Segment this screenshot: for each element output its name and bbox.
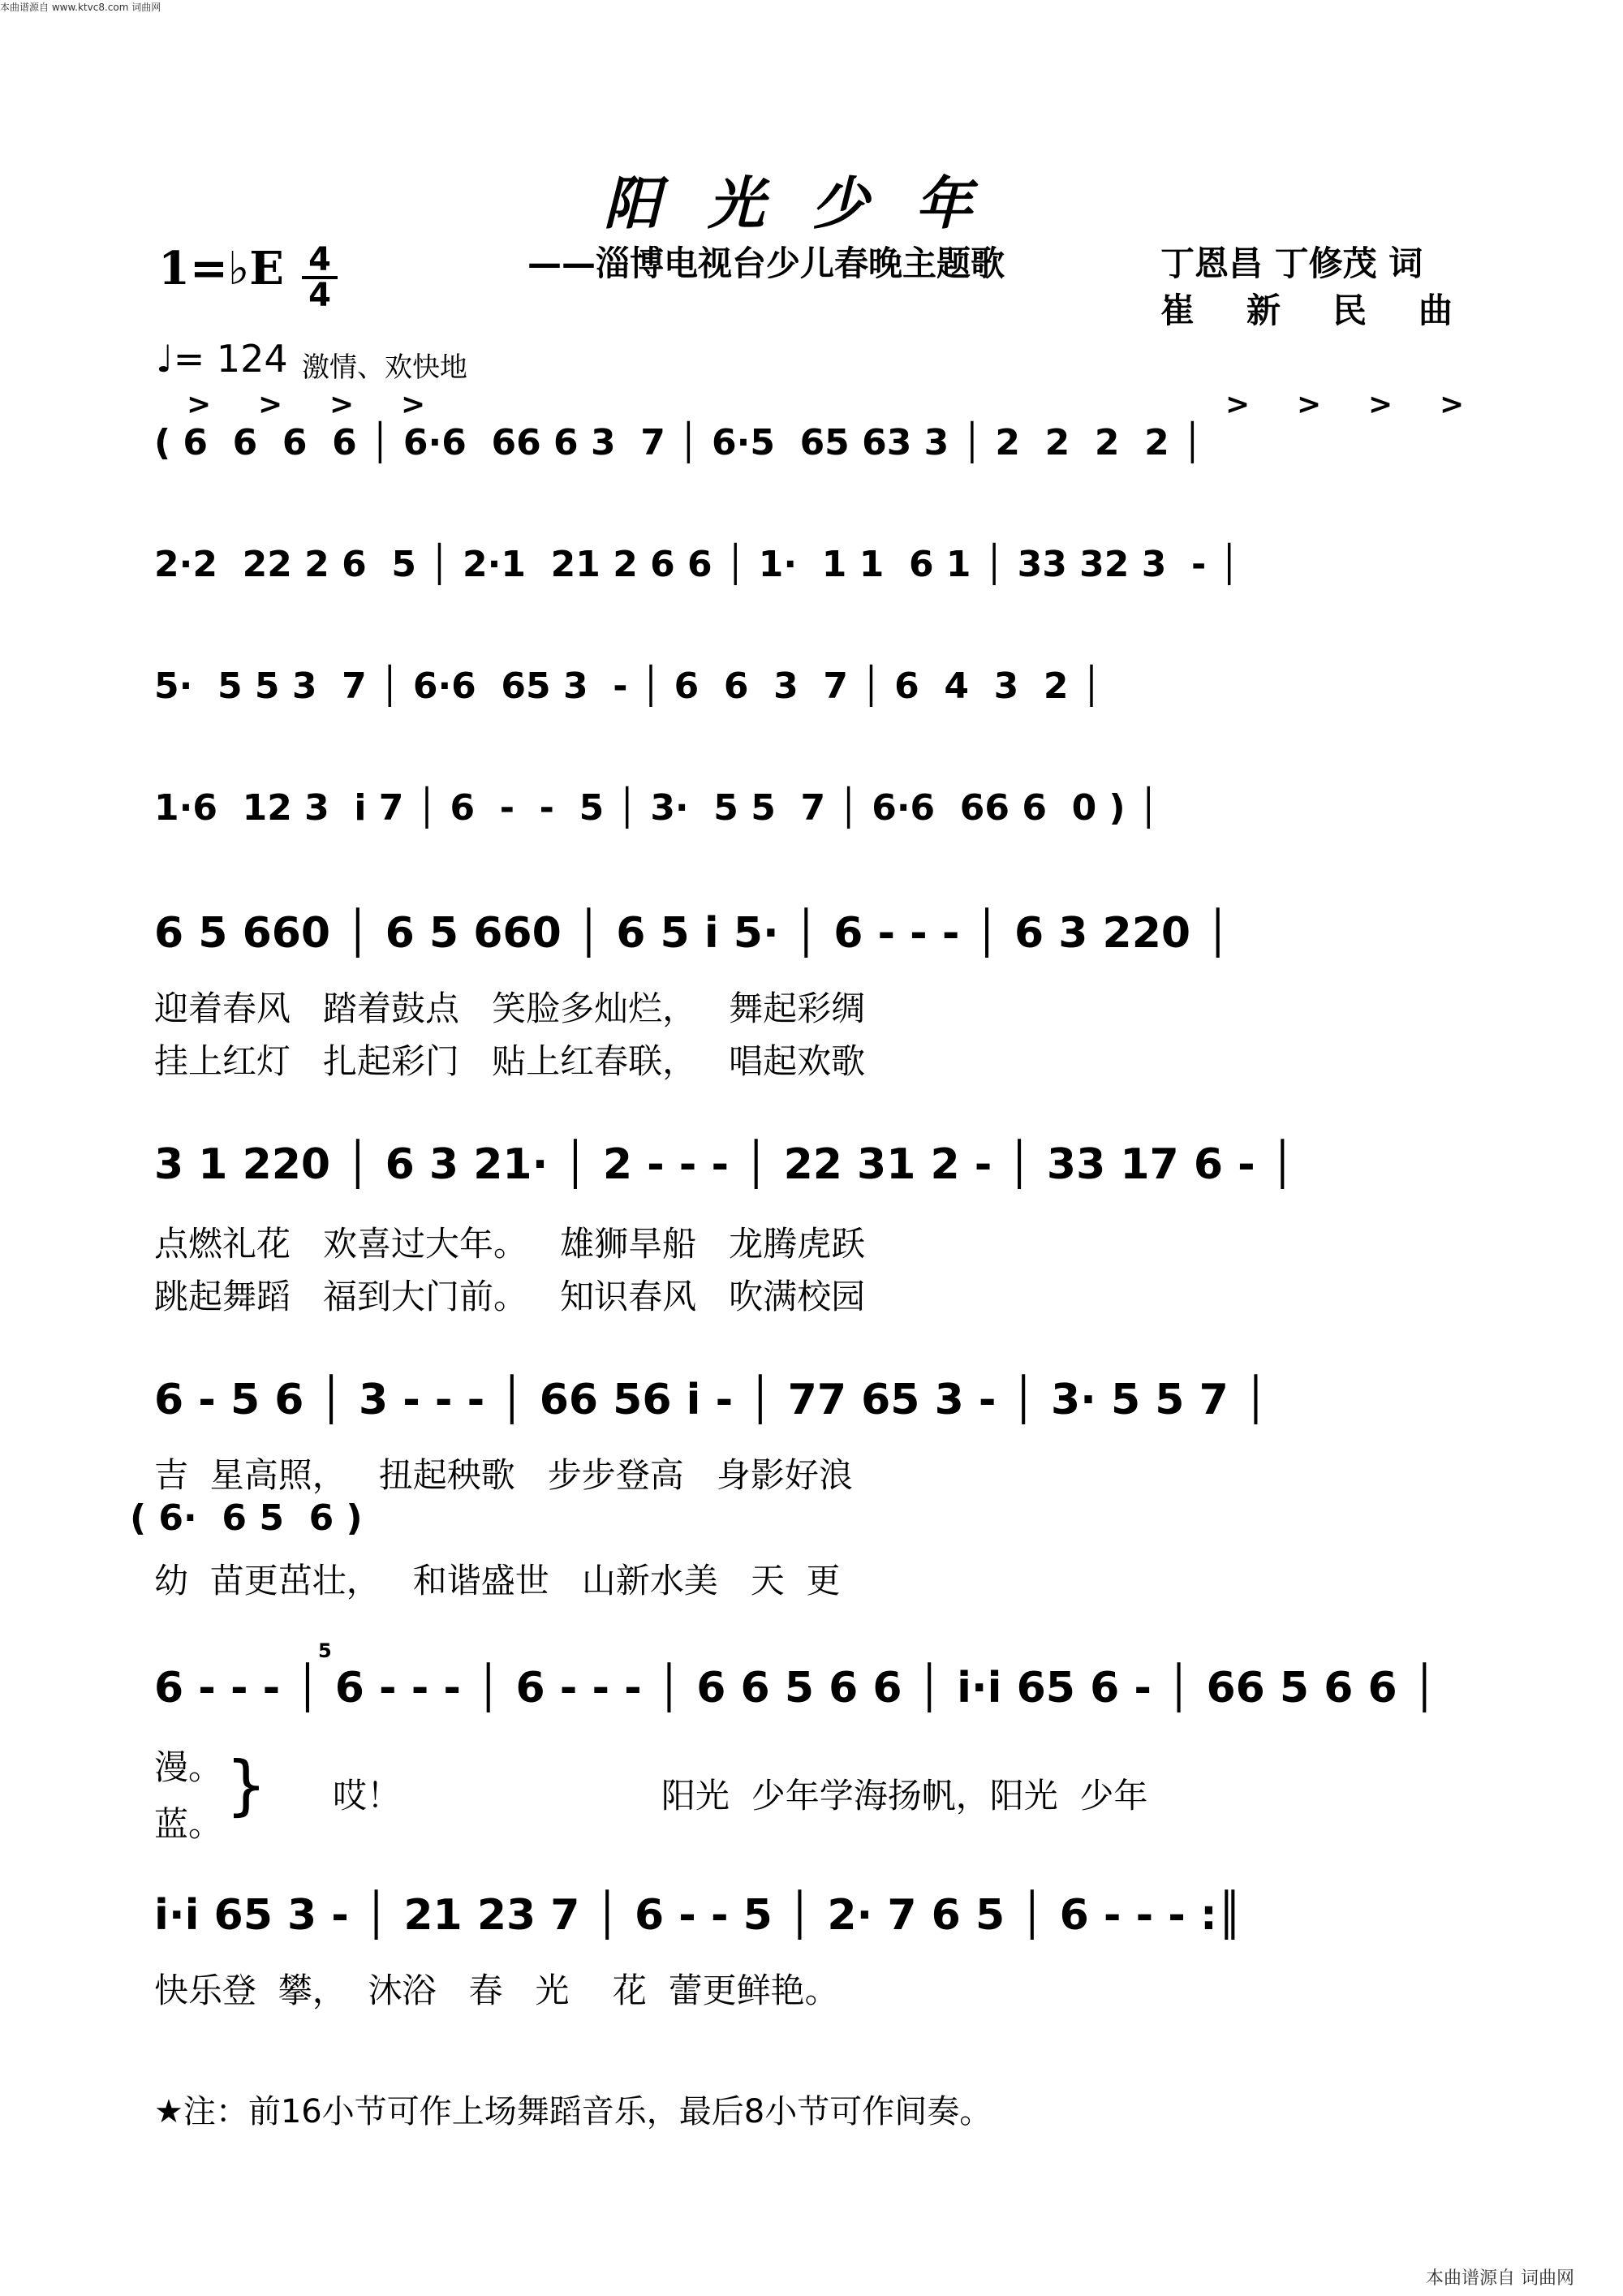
quarter-note-icon: ♩: [156, 337, 174, 381]
score-row-9: i·i 65 3 - │ 21 23 7 │ 6 - - 5 │ 2· 7 6 5 │ 6 - - - :║: [154, 1891, 1243, 1940]
lyric-row-8-line-1: 漫。: [154, 1747, 223, 1787]
score-row-7: 6 - 5 6 │ 3 - - - │ 66 56 i - │ 77 65 3 - │ 3· 5 5 7 │: [154, 1376, 1269, 1424]
time-signature-top: 4: [308, 241, 331, 278]
lyric-row-8-mid: 哎！: [333, 1776, 402, 1816]
lyric-row-6-line-1: 点燃礼花 欢喜过大年。 雄狮旱船 龙腾虎跃: [154, 1224, 866, 1264]
inner-phrase: ( 6· 6 5 6 ): [130, 1497, 363, 1539]
time-signature-bottom: 4: [308, 277, 331, 314]
accent-mark: >: [1368, 388, 1393, 421]
score-row-8: 6 - - - │ 6 - - - │ 6 - - - │ 6 6 5 6 6 │ i·i 65 6 - │ 66 5 6 6 │: [154, 1664, 1438, 1712]
score-row-3: 5· 5 5 3 7 │ 6·6 65 3 - │ 6 6 3 7 │ 6 4 3 2 │: [154, 666, 1103, 707]
footer-source: 本曲谱源自 词曲网: [1426, 2268, 1574, 2289]
tempo-expression: 激情、欢快地: [302, 351, 467, 384]
brace-icon: }: [226, 1747, 267, 1823]
footnote: ★注：前16小节可作上场舞蹈音乐，最后8小节可作间奏。: [154, 2093, 992, 2130]
time-signature: [302, 243, 338, 312]
lyric-row-7-line-1: 吉 星高照， 扭起秧歌 步步登高 身影好浪: [154, 1455, 853, 1495]
lyricist-credit: 丁恩昌 丁修茂 词: [1160, 243, 1423, 283]
accent-mark: >: [1225, 388, 1251, 421]
accent-mark: >: [401, 388, 426, 421]
grace-note: 5: [318, 1639, 332, 1662]
score-row-6: 3 1 220 │ 6 3 21· │ 2 - - - │ 22 31 2 - │ 33 17 6 - │: [154, 1140, 1296, 1189]
site-header-line: 本曲谱源自 www.ktvc8.com 词曲网: [0, 2, 161, 13]
key-signature: 1=♭E: [158, 242, 284, 295]
song-title: 阳光少年: [604, 170, 1019, 237]
score-row-2: 2·2 22 2 6 5 │ 2·1 21 2 6 6 │ 1· 1 1 6 1 │ 33 32 3 - │: [154, 544, 1241, 585]
lyric-row-8-right: 阳光 少年学海扬帆，阳光 少年: [661, 1776, 1148, 1816]
lyric-row-7-line-2: 幼 苗更茁壮， 和谐盛世 山新水美 天 更: [154, 1561, 841, 1600]
lyric-row-5-line-1: 迎着春风 踏着鼓点 笑脸多灿烂， 舞起彩绸: [154, 989, 866, 1028]
lyric-row-6-line-2: 跳起舞蹈 福到大门前。 知识春风 吹满校园: [154, 1277, 866, 1316]
lyric-row-8-line-2: 蓝。: [154, 1804, 223, 1844]
score-row-4: 1·6 12 3 i 7 │ 6 - - 5 │ 3· 5 5 7 │ 6·6 66 6 0 ) │: [154, 787, 1160, 829]
lyric-row-5-line-2: 挂上红灯 扎起彩门 贴上红春联， 唱起欢歌: [154, 1041, 866, 1081]
accent-mark: >: [1297, 388, 1322, 421]
song-subtitle: ——淄博电视台少儿春晚主题歌: [527, 243, 1005, 283]
accent-mark: >: [187, 388, 212, 421]
accent-mark: >: [329, 388, 355, 421]
composer-credit: 崔新民曲: [1160, 291, 1505, 330]
tempo-value: = 124: [173, 337, 288, 381]
score-row-1: ( 6 6 6 6 │ 6·6 66 6 3 7 │ 6·5 65 63 3 │ 2 2 2 2 │: [154, 422, 1203, 463]
tempo-mark: [156, 337, 288, 381]
accent-mark: >: [1440, 388, 1465, 421]
accent-mark: >: [258, 388, 283, 421]
score-row-5: 6 5 660 │ 6 5 660 │ 6 5 i 5· │ 6 - - - │ 6 3 220 │: [154, 909, 1231, 958]
lyric-row-9-line-1: 快乐登 攀， 沐浴 春 光 花 蕾更鲜艳。: [154, 1971, 839, 2010]
